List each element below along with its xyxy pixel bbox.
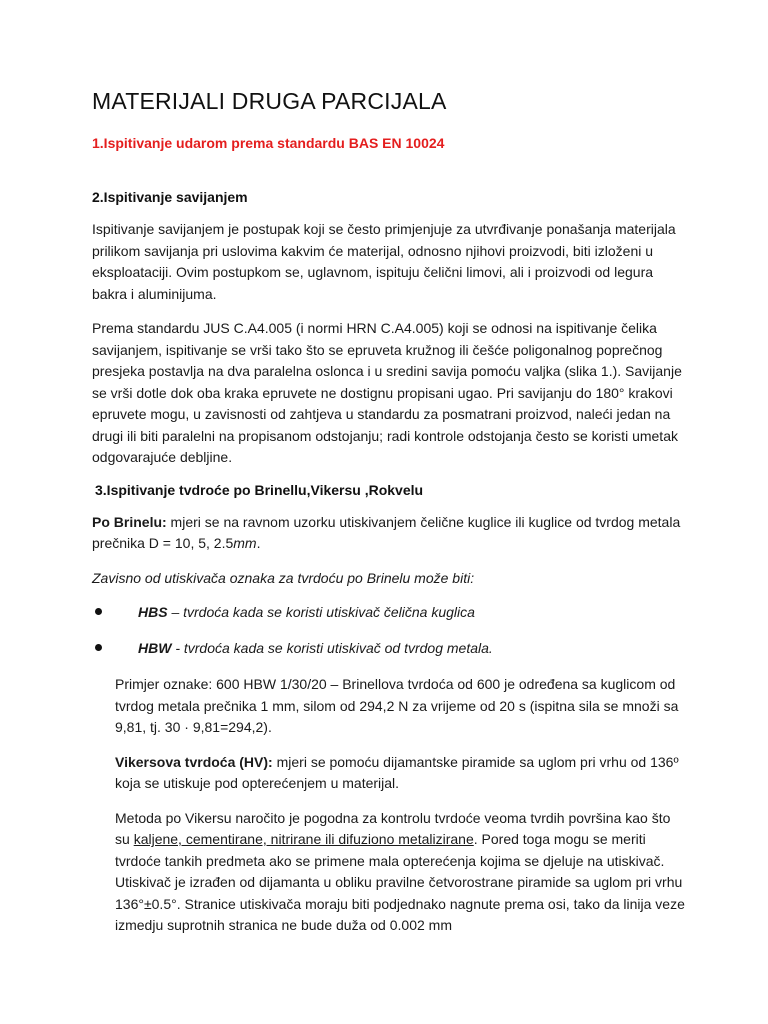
brinell-text: mjeri se na ravnom uzorku utiskivanjem čelične kuglice ili kuglice od tvrdog metala prečnika D = 10, 5, 2.5 [92, 513, 681, 551]
brinell-intro: Zavisno od utiskivača oznaka za tvrdoću po Brinelu može biti: [92, 569, 475, 586]
bullet-term: HBW [138, 640, 172, 656]
section-2-paragraph-2: Prema standardu JUS C.A4.005 (i normi HRN C.A4.005) koji se odnosi na ispitivanje čelika savijanjem, ispitivanje se vrši tako što se epruveta kružnog ili češće poligonalnog poprečnog presjeka postavlja na dva paralelna oslonca i u sredini savija pomoću valjka (slika 1.). Savijanje se vrši dotle dok oba kraka epruvete ne dostignu propisani ugao. Pri savijanju do 180° krakovi epruvete mogu, u zavisnosti od zahtjeva u standardu za posmatrani proizvod, naleći jedan na drugi ili biti paralelni na propisanom odstojanju; radi kontrole odstojanja često se koristi umetak odgovarajuće debljine. [92, 320, 682, 465]
section-2-paragraph-1: Ispitivanje savijanjem je postupak koji se često primjenjuje za utvrđivanje ponašanja materijala prilikom savijanja pri uslovima kakvim će materijal, odnosno njihovi proizvodi, biti izloženi u eksploataciji. Ovim postupkom se, uglavnom, ispituju čelični limovi, ali i proizvodi od legura bakra i aluminijuma. [92, 221, 676, 302]
brinell-end: . [256, 535, 261, 551]
section-3-heading: 3.Ispitivanje tvdroće po Brinellu,Vikersu ,Rokvelu [95, 481, 424, 498]
vickers-underlined-text: kaljene, cementirane, nitrirane ili difuziono metalizirane [133, 831, 474, 847]
section-2-heading: 2.Ispitivanje savijanjem [92, 189, 248, 205]
list-item [92, 602, 688, 622]
bullet-icon [95, 644, 102, 651]
bullet-term: HBS [138, 604, 168, 620]
vickers-label: Vikersova tvrdoća (HV): [115, 753, 273, 770]
vickers-paragraph [92, 752, 688, 795]
bullet-icon [95, 608, 102, 615]
page-title: MATERIJALI DRUGA PARCIJALA [92, 88, 447, 114]
brinell-bullet-list [92, 602, 688, 658]
section-1-heading: 1.Ispitivanje udarom prema standardu BAS EN 10024 [92, 135, 445, 151]
brinell-label: Po Brinelu: [92, 513, 167, 530]
brinell-unit: mm [233, 535, 257, 551]
bullet-text: – tvrdoća kada se koristi utiskivač čelična kuglica [167, 604, 475, 620]
vickers-paragraph-2 [92, 808, 688, 937]
list-item [92, 638, 688, 658]
vickers-text-b: . Pored toga mogu se meriti tvrdoće tankih predmeta ako se primene mala opterećenja kojima se djeluje na utiskivač. Utiskivač je izrađen od dijamanta u obliku pravilne četvorostrane piramide sa uglom pri vrhu 136°±0.5°. Stranice utiskivača moraju biti podjednako nagnute prema osi, tako da linija veze izmedju suprotnih stranica ne bude duža od 0.002 mm [115, 831, 685, 933]
vickers-text-a: Metoda po Vikersu naročito je pogodna za kontrolu tvrdoće veoma tvrdih površina kao što su [115, 809, 671, 847]
brinell-paragraph [92, 512, 688, 555]
bullet-text: - tvrdoća kada se koristi utiskivač od tvrdog metala. [171, 640, 493, 656]
brinell-example: Primjer oznake: 600 HBW 1/30/20 – Brinellova tvrdoća od 600 je određena sa kuglicom od tvrdog metala prečnika 1 mm, silom od 294,2 N za vrijeme od 20 s (ispitna sila se množi sa 9,81, tj. 30 · 9,81=294,2). [115, 676, 679, 735]
vickers-text: mjeri se pomoću dijamantske piramide sa uglom pri vrhu od 136º koja se utiskuje pod opterećenjem u materijal. [115, 753, 679, 791]
